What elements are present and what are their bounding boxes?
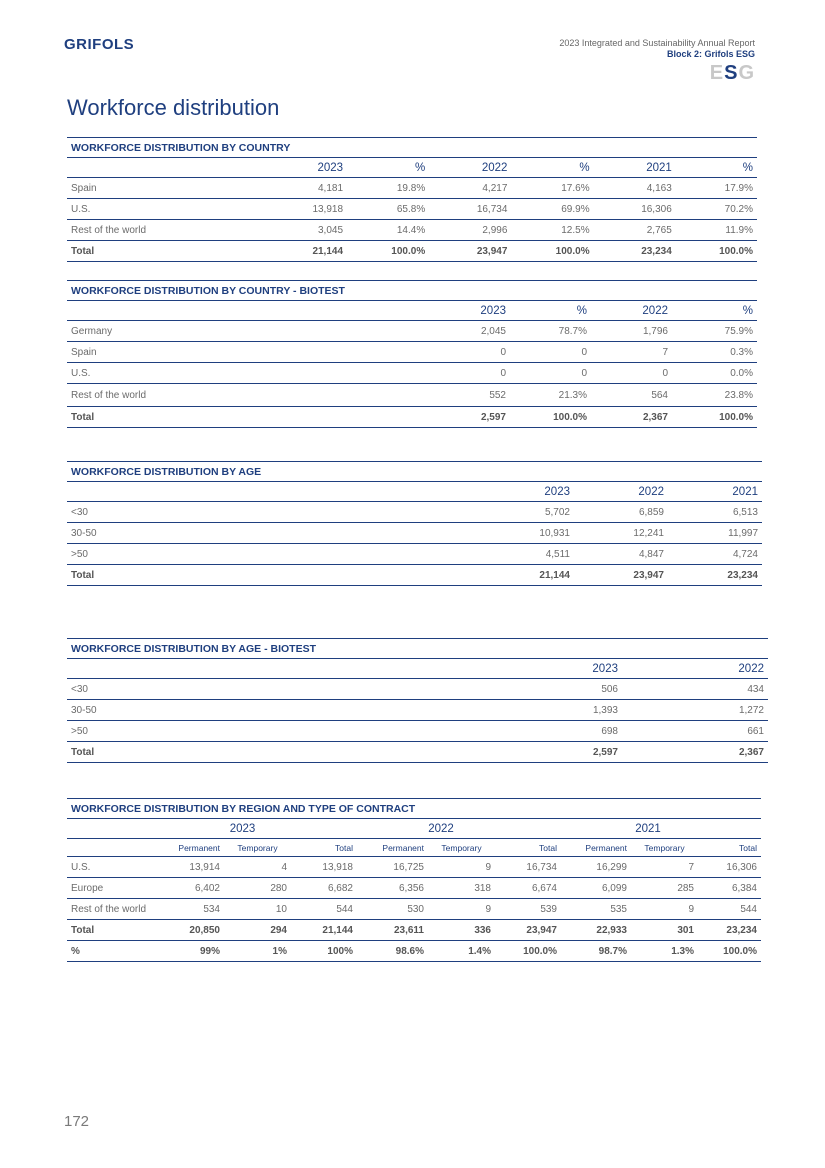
table-cell: 4,181 [260, 178, 347, 199]
table-workforce-by-age [67, 461, 762, 586]
table-cell: 2,597 [429, 407, 510, 428]
table-title: WORKFORCE DISTRIBUTION BY AGE [67, 462, 762, 482]
table-cell: Europe [67, 878, 164, 899]
table-cell: Spain [67, 342, 429, 363]
table-workforce-by-age-biotest [67, 638, 768, 763]
table-cell: 16,306 [698, 857, 761, 878]
table-cell: 10 [224, 899, 291, 920]
table-cell: 16,306 [594, 199, 676, 220]
table-cell [67, 301, 429, 321]
table-cell: 698 [542, 721, 622, 742]
table-cell: 1.4% [428, 941, 495, 962]
table-row-total [67, 241, 757, 262]
table-cell: 65.8% [347, 199, 429, 220]
table-workforce-by-country [67, 137, 757, 262]
table-cell: 98.6% [357, 941, 428, 962]
col-header: 2023 [260, 158, 347, 178]
table-workforce-by-country-biotest [67, 280, 757, 428]
table-cell: 0 [591, 363, 672, 384]
table-row [67, 301, 757, 321]
table-cell: 12,241 [574, 523, 668, 544]
table-cell: <30 [67, 502, 482, 523]
table-cell: 4,163 [594, 178, 676, 199]
table-cell: Total [67, 407, 429, 428]
col-header: Total [495, 839, 561, 857]
table-cell: 280 [224, 878, 291, 899]
table-cell: 5,702 [482, 502, 574, 523]
table-row [67, 857, 761, 878]
table-cell: 100.0% [510, 407, 591, 428]
year-header: 2021 [561, 819, 761, 839]
table-cell: 69.9% [511, 199, 593, 220]
table-cell: 100.0% [495, 941, 561, 962]
table-cell: 100.0% [511, 241, 593, 262]
table-cell: 539 [495, 899, 561, 920]
col-header: 2023 [542, 659, 622, 679]
table-cell: 6,513 [668, 502, 762, 523]
table-row [67, 158, 757, 178]
table-cell: 318 [428, 878, 495, 899]
table-cell: 11,997 [668, 523, 762, 544]
table-cell: 535 [561, 899, 631, 920]
table-cell: 4,217 [429, 178, 511, 199]
table-cell [67, 482, 482, 502]
col-header: 2021 [668, 482, 762, 502]
year-header: 2023 [164, 819, 357, 839]
table-row [67, 523, 762, 544]
col-header: 2023 [429, 301, 510, 321]
table-row [67, 178, 757, 199]
table-cell: 9 [631, 899, 698, 920]
table-cell: 2,597 [542, 742, 622, 763]
table-cell: 544 [291, 899, 357, 920]
table-cell: 0 [429, 363, 510, 384]
col-header: Temporary [428, 839, 495, 857]
col-header: Temporary [224, 839, 291, 857]
col-header: % [672, 301, 757, 321]
table-cell: 2,367 [622, 742, 768, 763]
table-cell: 534 [164, 899, 224, 920]
table-cell: 20,850 [164, 920, 224, 941]
col-header: Total [291, 839, 357, 857]
table-cell: 21.3% [510, 384, 591, 407]
table-row-total [67, 920, 761, 941]
table-row [67, 462, 762, 482]
table-cell: 99% [164, 941, 224, 962]
table-cell: 6,859 [574, 502, 668, 523]
table-cell: 13,918 [291, 857, 357, 878]
table-cell [67, 819, 164, 839]
page-number: 172 [64, 1113, 90, 1130]
table-cell: 100% [291, 941, 357, 962]
table-cell: 0 [510, 363, 591, 384]
table-cell: 0 [429, 342, 510, 363]
table-cell: 506 [542, 679, 622, 700]
table-row [67, 700, 768, 721]
table-cell: 544 [698, 899, 761, 920]
table-cell: 17.6% [511, 178, 593, 199]
table-cell: 30-50 [67, 700, 542, 721]
table-row [67, 138, 757, 158]
col-header: Total [698, 839, 761, 857]
table-cell: 78.7% [510, 321, 591, 342]
table-cell: 16,725 [357, 857, 428, 878]
table-cell: 7 [591, 342, 672, 363]
table-cell: 23,234 [698, 920, 761, 941]
table-title: WORKFORCE DISTRIBUTION BY REGION AND TYPE OF CONTRACT [67, 799, 761, 819]
table-cell: 6,356 [357, 878, 428, 899]
table-row-total [67, 565, 762, 586]
table-cell: Spain [67, 178, 260, 199]
table-cell: 6,682 [291, 878, 357, 899]
table-cell: 10,931 [482, 523, 574, 544]
table-cell: 1,796 [591, 321, 672, 342]
table-cell: 70.2% [676, 199, 757, 220]
table-cell: 6,384 [698, 878, 761, 899]
table-row [67, 342, 757, 363]
table-cell: 22,933 [561, 920, 631, 941]
table-row [67, 199, 757, 220]
year-header: 2022 [357, 819, 561, 839]
report-header [559, 38, 755, 84]
col-header: % [511, 158, 593, 178]
table-cell: 23,947 [429, 241, 511, 262]
table-cell: Total [67, 742, 542, 763]
table-cell: 294 [224, 920, 291, 941]
table-row [67, 799, 761, 819]
table-cell [67, 659, 542, 679]
table-row [67, 721, 768, 742]
table-cell: Total [67, 241, 260, 262]
table-cell: 552 [429, 384, 510, 407]
table-cell: 4,724 [668, 544, 762, 565]
table-row [67, 502, 762, 523]
table-row [67, 819, 761, 839]
table-cell: Rest of the world [67, 384, 429, 407]
table-cell: 23,947 [495, 920, 561, 941]
col-header: 2022 [574, 482, 668, 502]
table-cell: 0 [510, 342, 591, 363]
table-cell: 0.3% [672, 342, 757, 363]
table-cell: 2,996 [429, 220, 511, 241]
table-cell: 16,734 [429, 199, 511, 220]
table-cell: 19.8% [347, 178, 429, 199]
table-cell: 100.0% [347, 241, 429, 262]
table-cell: 13,918 [260, 199, 347, 220]
table-cell: 1.3% [631, 941, 698, 962]
table-cell: 7 [631, 857, 698, 878]
block-label: Block 2: Grifols ESG [666, 49, 755, 59]
table-cell: 3,045 [260, 220, 347, 241]
table-cell: 21,144 [482, 565, 574, 586]
table-cell: U.S. [67, 199, 260, 220]
table-cell [67, 158, 260, 178]
page-title: Workforce distribution [67, 95, 280, 120]
table-cell: 564 [591, 384, 672, 407]
esg-mark: ESG [709, 62, 755, 84]
table-cell: 661 [622, 721, 768, 742]
table-cell: 23.8% [672, 384, 757, 407]
table-title: WORKFORCE DISTRIBUTION BY COUNTRY [67, 138, 757, 158]
table-row-percent [67, 941, 761, 962]
table-cell: 336 [428, 920, 495, 941]
table-cell: 16,299 [561, 857, 631, 878]
table-row [67, 659, 768, 679]
table-cell: 2,367 [591, 407, 672, 428]
table-cell: 1,272 [622, 700, 768, 721]
table-cell: 1,393 [542, 700, 622, 721]
col-header: Permanent [357, 839, 428, 857]
table-cell: % [67, 941, 164, 962]
col-header: % [347, 158, 429, 178]
table-row [67, 679, 768, 700]
table-cell: 530 [357, 899, 428, 920]
table-cell: 2,765 [594, 220, 676, 241]
table-cell: 6,402 [164, 878, 224, 899]
col-header: % [676, 158, 757, 178]
table-row [67, 639, 768, 659]
table-cell: 301 [631, 920, 698, 941]
table-cell: 1% [224, 941, 291, 962]
table-cell: 100.0% [672, 407, 757, 428]
table-cell: 17.9% [676, 178, 757, 199]
table-cell: 2,045 [429, 321, 510, 342]
table-row [67, 384, 757, 407]
table-cell: 100.0% [698, 941, 761, 962]
table-cell [67, 839, 164, 857]
col-header: 2022 [622, 659, 768, 679]
table-cell: 16,734 [495, 857, 561, 878]
table-cell: 9 [428, 857, 495, 878]
table-cell: 0.0% [672, 363, 757, 384]
table-row [67, 878, 761, 899]
table-cell: U.S. [67, 363, 429, 384]
table-row-total [67, 407, 757, 428]
grifols-logo: GRIFOLS [64, 36, 135, 53]
col-header: 2023 [482, 482, 574, 502]
table-cell: 14.4% [347, 220, 429, 241]
table-cell: 30-50 [67, 523, 482, 544]
table-cell: 12.5% [511, 220, 593, 241]
table-cell: 11.9% [676, 220, 757, 241]
col-header: 2022 [591, 301, 672, 321]
table-cell: 4,511 [482, 544, 574, 565]
table-cell: 4,847 [574, 544, 668, 565]
table-row-total [67, 742, 768, 763]
table-cell: Germany [67, 321, 429, 342]
table-workforce-by-region-contract [67, 798, 761, 962]
col-header: 2021 [594, 158, 676, 178]
table-cell: 98.7% [561, 941, 631, 962]
table-title: WORKFORCE DISTRIBUTION BY COUNTRY - BIOTEST [67, 281, 757, 301]
table-cell: 21,144 [291, 920, 357, 941]
table-cell: 285 [631, 878, 698, 899]
col-header: 2022 [429, 158, 511, 178]
table-cell: 23,611 [357, 920, 428, 941]
table-cell: 75.9% [672, 321, 757, 342]
col-header: Temporary [631, 839, 698, 857]
table-cell: Total [67, 565, 482, 586]
table-row [67, 899, 761, 920]
table-title: WORKFORCE DISTRIBUTION BY AGE - BIOTEST [67, 639, 768, 659]
table-cell: 4 [224, 857, 291, 878]
table-row [67, 839, 761, 857]
table-cell: Rest of the world [67, 899, 164, 920]
table-cell: >50 [67, 721, 542, 742]
table-row [67, 482, 762, 502]
table-cell: 434 [622, 679, 768, 700]
table-row [67, 321, 757, 342]
table-cell: 9 [428, 899, 495, 920]
col-header: % [510, 301, 591, 321]
col-header: Permanent [164, 839, 224, 857]
table-cell: 23,234 [594, 241, 676, 262]
table-cell: 100.0% [676, 241, 757, 262]
table-cell: >50 [67, 544, 482, 565]
table-cell: 6,099 [561, 878, 631, 899]
table-cell: 23,234 [668, 565, 762, 586]
table-cell: Rest of the world [67, 220, 260, 241]
report-title: 2023 Integrated and Sustainability Annual Report [559, 38, 755, 48]
table-cell: 6,674 [495, 878, 561, 899]
table-row [67, 363, 757, 384]
col-header: Permanent [561, 839, 631, 857]
table-cell: <30 [67, 679, 542, 700]
table-row [67, 220, 757, 241]
table-cell: Total [67, 920, 164, 941]
table-row [67, 544, 762, 565]
table-cell: 13,914 [164, 857, 224, 878]
table-cell: U.S. [67, 857, 164, 878]
table-row [67, 281, 757, 301]
table-cell: 23,947 [574, 565, 668, 586]
table-cell: 21,144 [260, 241, 347, 262]
